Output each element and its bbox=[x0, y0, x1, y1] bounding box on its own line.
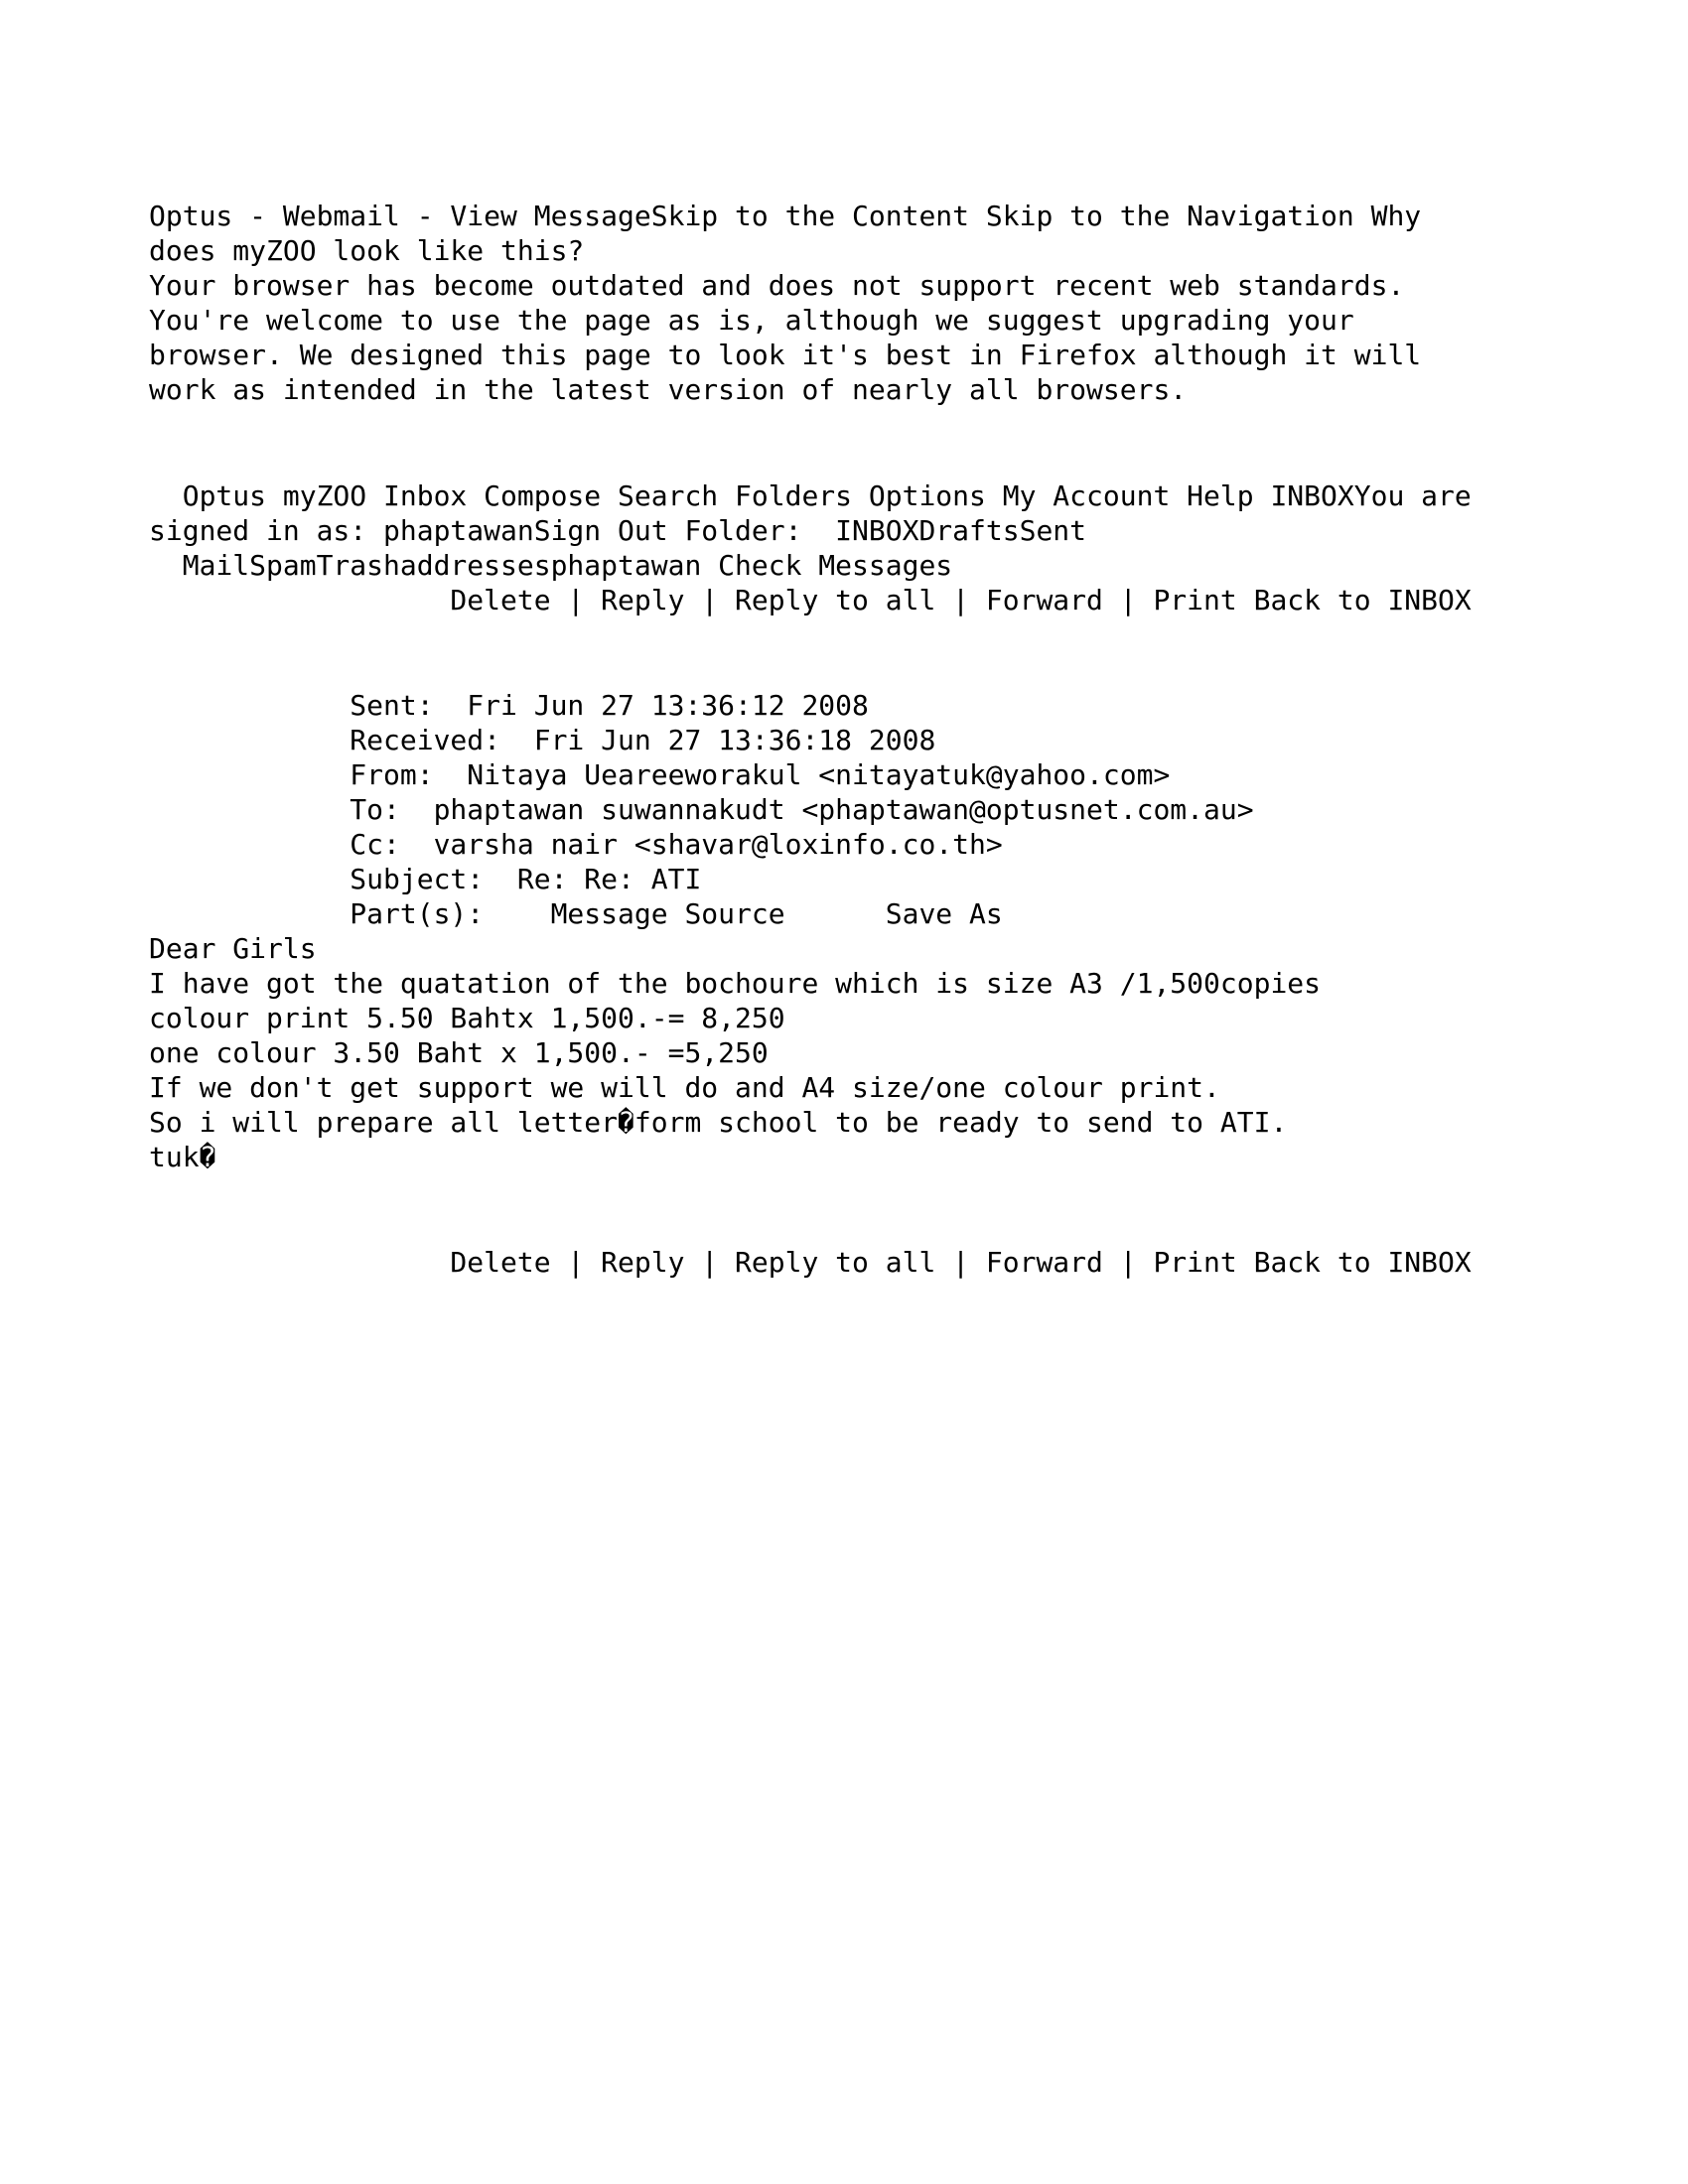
nav-menu-line[interactable]: Optus myZOO Inbox Compose Search Folders Options My Account Help INBOXYou are bbox=[149, 479, 1472, 512]
sent-field: Sent: Fri Jun 27 13:36:12 2008 bbox=[149, 689, 869, 722]
message-body-line: one colour 3.50 Baht x 1,500.- =5,250 bbox=[149, 1036, 769, 1069]
browser-notice-line: Your browser has become outdated and does not support recent web standards. bbox=[149, 269, 1405, 302]
nav-folder-line[interactable]: MailSpamTrashaddressesphaptawan Check Messages bbox=[149, 549, 953, 582]
received-field: Received: Fri Jun 27 13:36:18 2008 bbox=[149, 724, 936, 756]
message-body-line: colour print 5.50 Bahtx 1,500.-= 8,250 bbox=[149, 1002, 785, 1034]
message-body-line: So i will prepare all letter�form school to be ready to send to ATI. bbox=[149, 1106, 1288, 1139]
message-toolbar-top[interactable]: Delete | Reply | Reply to all | Forward | Print Back to INBOX bbox=[149, 584, 1472, 616]
browser-notice-line: work as intended in the latest version of nearly all browsers. bbox=[149, 373, 1188, 406]
subject-field: Subject: Re: Re: ATI bbox=[149, 863, 702, 895]
message-body-line: Dear Girls bbox=[149, 932, 317, 965]
cc-field: Cc: varsha nair <shavar@loxinfo.co.th> bbox=[149, 828, 1003, 861]
page-title-continued: does myZOO look like this? bbox=[149, 234, 585, 267]
from-field: From: Nitaya Ueareeworakul <nitayatuk@yahoo.com> bbox=[149, 758, 1171, 791]
parts-field[interactable]: Part(s): Message Source Save As bbox=[149, 897, 1003, 930]
to-field: To: phaptawan suwannakudt <phaptawan@optusnet.com.au> bbox=[149, 793, 1254, 826]
browser-notice-line: browser. We designed this page to look it's best in Firefox although it will bbox=[149, 339, 1422, 371]
message-body-line: I have got the quatation of the bochoure which is size A3 /1,500copies bbox=[149, 967, 1322, 1000]
message-signature: tuk� bbox=[149, 1141, 216, 1173]
nav-signed-in-line[interactable]: signed in as: phaptawanSign Out Folder: INBOXDraftsSent bbox=[149, 514, 1087, 547]
browser-notice-line: You're welcome to use the page as is, although we suggest upgrading your bbox=[149, 304, 1354, 337]
message-toolbar-bottom[interactable]: Delete | Reply | Reply to all | Forward | Print Back to INBOX bbox=[149, 1246, 1472, 1279]
page-title: Optus - Webmail - View MessageSkip to the Content Skip to the Navigation Why bbox=[149, 200, 1422, 232]
message-body-line: If we don't get support we will do and A4 size/one colour print. bbox=[149, 1071, 1220, 1104]
